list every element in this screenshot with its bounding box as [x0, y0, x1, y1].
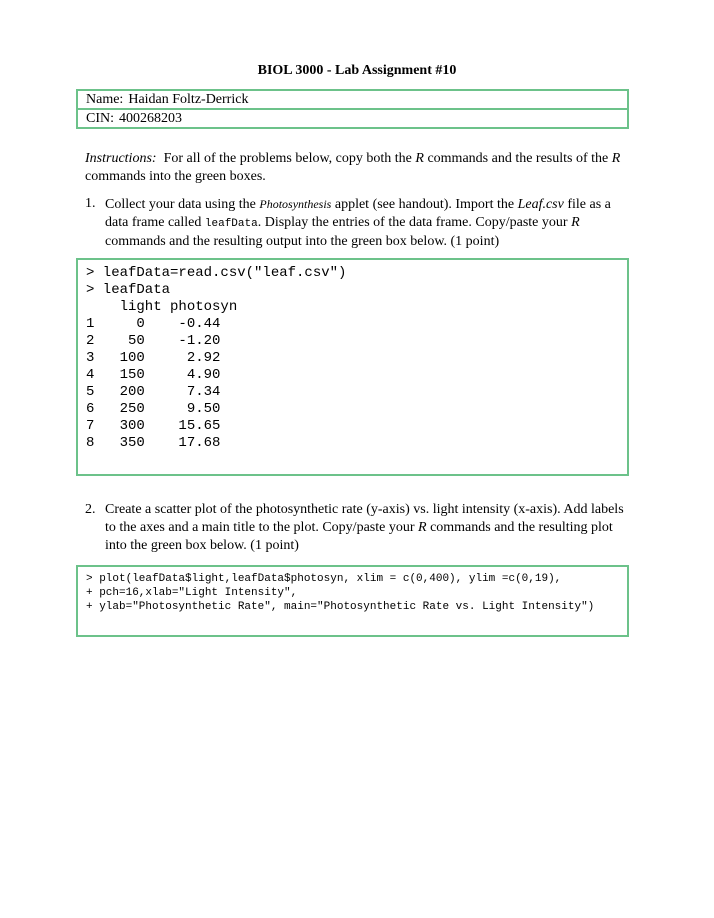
code-line: + ylab="Photosynthetic Rate", main="Photosynthetic Rate vs. Light Intensity") [86, 601, 595, 613]
answer-box-1[interactable] [76, 258, 629, 476]
code-line: + pch=16,xlab="Light Intensity", [86, 587, 298, 599]
code-line: > leafData [86, 282, 171, 298]
page-title: BIOL 3000 - Lab Assignment #10 [257, 63, 457, 78]
q2-r: R [418, 520, 427, 535]
code-line: light photosyn [86, 299, 238, 315]
cin-row [78, 108, 627, 127]
code-line: > leafData=read.csv("leaf.csv") [86, 265, 347, 281]
name-label: Name: [86, 92, 124, 107]
instructions-paragraph [85, 150, 635, 186]
cin-value: 400268203 [119, 111, 182, 126]
code-line: 5 200 7.34 [86, 384, 221, 400]
q2-text-1: Create a scatter plot of the photosynthetic rate (y-axis) vs. light intensity (x-axis). Add labels to the axes and a main title to the plot. Copy/paste your [105, 502, 624, 535]
q1-applet-name: Photosynthesis [259, 197, 332, 211]
code-line: 4 150 4.90 [86, 367, 221, 383]
student-info-table [76, 89, 629, 129]
instructions-text-c: commands into the green boxes. [85, 169, 266, 184]
code-line: 7 300 15.65 [86, 418, 221, 434]
q1-r: R [571, 215, 580, 230]
cin-label: CIN: [86, 111, 114, 126]
question-2-text [105, 501, 630, 555]
question-1-text [105, 195, 630, 251]
code-line: > plot(leafData$light,leafData$photosyn, xlim = c(0,400), ylim =c(0,19), [86, 573, 562, 585]
q1-text-1: Collect your data using the [105, 197, 260, 212]
instructions-r2: R [611, 151, 621, 166]
q1-variable-name: leafData [204, 218, 258, 230]
instructions-label: Instructions: [85, 151, 157, 166]
question-1 [85, 195, 630, 251]
code-line: 1 0 -0.44 [86, 316, 221, 332]
q1-text-2: applet (see handout). Import the [331, 197, 518, 212]
question-2 [85, 501, 630, 555]
instructions-text-a: For all of the problems below, copy both the [163, 151, 416, 166]
code-line: 6 250 9.50 [86, 401, 221, 417]
question-1-number: 1. [85, 196, 96, 211]
code-line: 3 100 2.92 [86, 350, 221, 366]
instructions-text-b: commands and the results of the [423, 151, 612, 166]
code-line: 8 350 17.68 [86, 435, 221, 451]
q1-text-4: . Display the entries of the data frame. Copy/paste your [257, 215, 572, 230]
instructions-r1: R [415, 151, 424, 166]
q1-text-5: commands and the resulting output into the green box below. (1 point) [105, 234, 500, 249]
name-value: Haidan Foltz-Derrick [128, 92, 249, 107]
question-2-number: 2. [85, 502, 96, 517]
q1-text-3: file as a data frame called [105, 197, 611, 230]
answer-box-2[interactable] [76, 565, 629, 637]
q1-file-name: Leaf.csv [517, 197, 564, 212]
q2-text-2: commands and the resulting plot into the green box below. (1 point) [105, 520, 613, 553]
name-row [78, 91, 627, 108]
code-line: 2 50 -1.20 [86, 333, 221, 349]
